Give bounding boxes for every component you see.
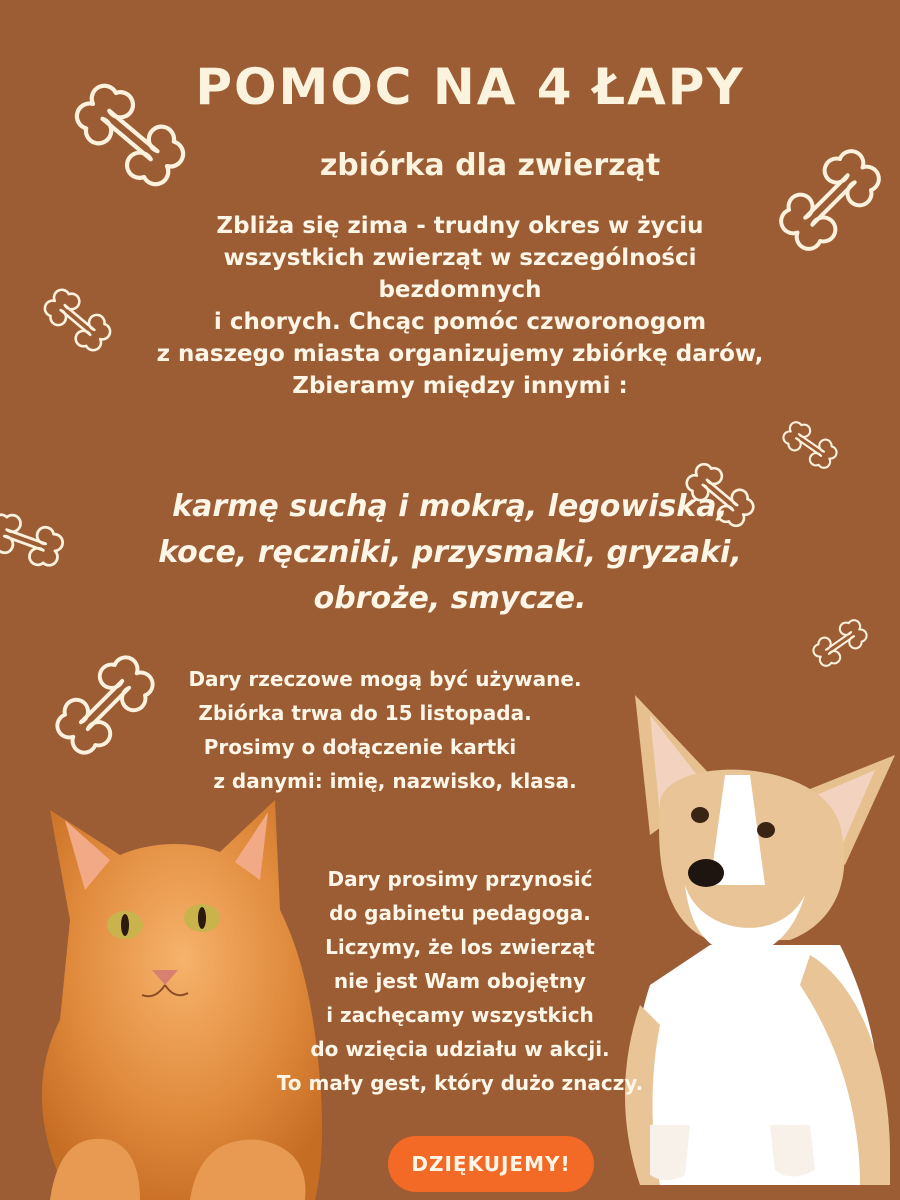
closing-line: do wzięcia udziału w akcji.	[310, 1037, 610, 1061]
intro-paragraph	[100, 210, 820, 402]
closing-paragraph	[255, 862, 665, 1100]
info-line: z danymi: imię, nazwisko, klasa.	[213, 769, 577, 793]
poster-title: POMOC NA 4 ŁAPY	[195, 58, 745, 116]
intro-line: i chorych. Chcąc pomóc czworonogom	[213, 309, 707, 335]
items-line: koce, ręczniki, przysmaki, gryzaki,	[158, 535, 742, 570]
closing-line: nie jest Wam obojętny	[333, 969, 587, 993]
closing-line: do gabinetu pedagoga.	[329, 901, 591, 925]
intro-line: bezdomnych	[378, 277, 542, 303]
closing-line: i zachęcamy wszystkich	[326, 1003, 594, 1027]
info-line: Prosimy o dołączenie kartki	[203, 735, 517, 759]
items-line: karmę suchą i mokrą, legowiska,	[172, 489, 728, 524]
intro-line: wszystkich zwierząt w szczególności	[223, 245, 697, 271]
intro-line: z naszego miasta organizujemy zbiórkę darów,	[156, 341, 764, 367]
info-paragraph	[160, 662, 610, 798]
items-list	[150, 484, 750, 622]
closing-line: Dary prosimy przynosić	[327, 867, 593, 891]
info-line: Dary rzeczowe mogą być używane.	[188, 667, 582, 691]
bone-icon	[770, 410, 850, 480]
bone-icon	[0, 495, 80, 585]
bone-icon	[800, 608, 880, 678]
closing-line: To mały gest, który dużo znaczy.	[276, 1071, 644, 1095]
intro-line: Zbliża się zima - trudny okres w życiu	[216, 213, 704, 239]
intro-line: Zbieramy między innymi :	[292, 373, 628, 399]
poster-subtitle: zbiórka dla zwierząt	[319, 148, 661, 183]
items-line: obroże, smycze.	[313, 581, 587, 616]
thanks-button[interactable]: DZIĘKUJEMY!	[388, 1136, 594, 1192]
closing-line: Liczymy, że los zwierząt	[325, 935, 595, 959]
info-line: Zbiórka trwa do 15 listopada.	[198, 701, 532, 725]
